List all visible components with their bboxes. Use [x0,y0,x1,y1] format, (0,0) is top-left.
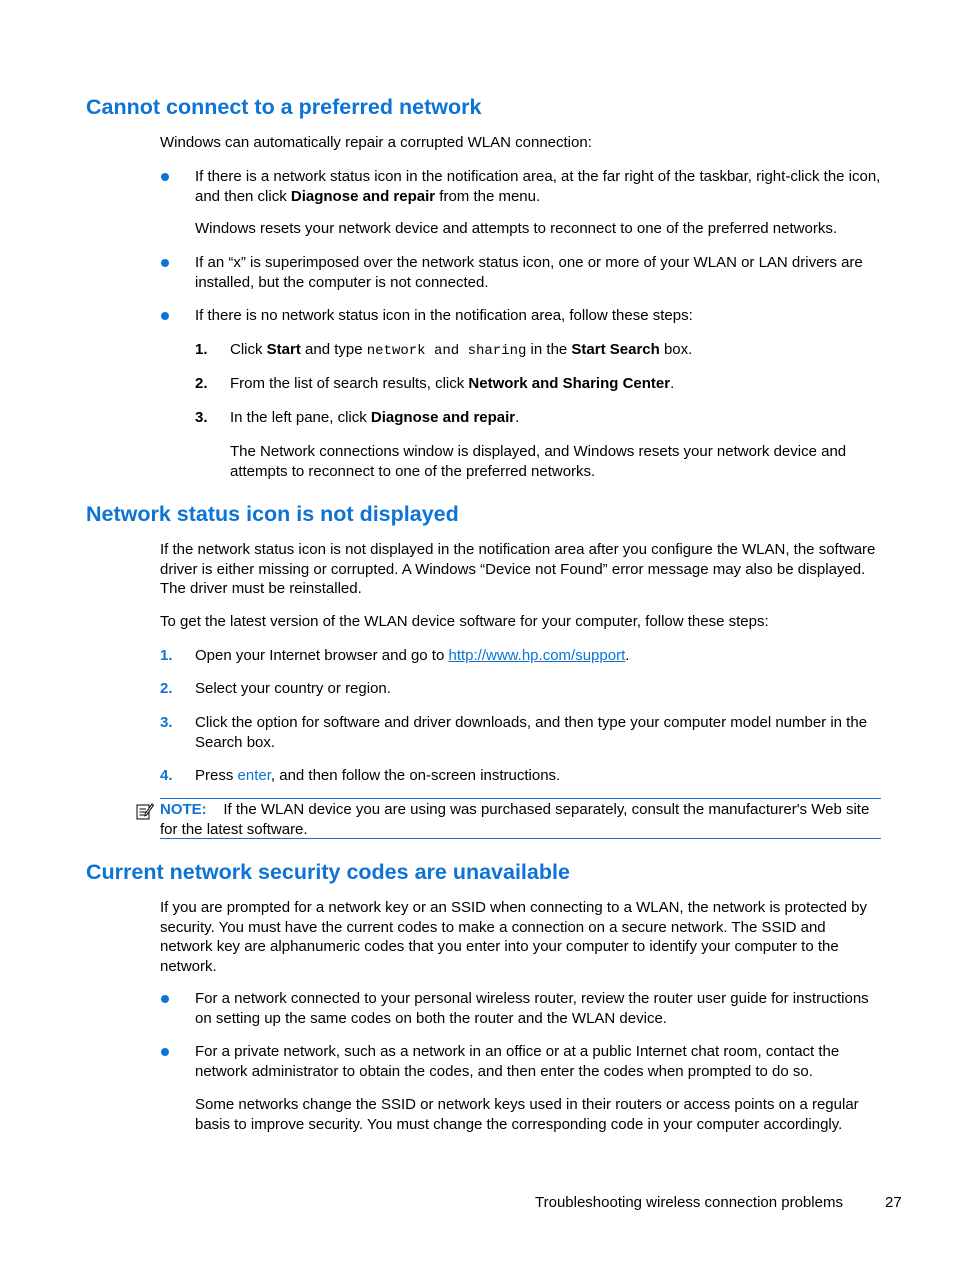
paragraph: If you are prompted for a network key or an SSID when connecting to a WLAN, the network is protected by security. You must have the current codes to make a connection on a secure network. The SSID and network key are alphanumeric codes that you enter into your computer to identify your computer to the network. [160,899,868,975]
bullet-icon [161,1048,169,1056]
page-number: 27 [885,1194,902,1211]
bullet-icon [161,995,169,1003]
note-icon [136,802,154,820]
step-number: 3. [160,714,173,731]
step-text: Click Start and type network and sharing in the Start Search box. [230,341,693,359]
step-number: 2. [160,680,173,697]
bullet-icon [161,259,169,267]
paragraph: The Network connections window is displayed, and Windows resets your network device and attempts to reconnect to one of the preferred networks. [230,443,847,480]
enter-key: enter [237,767,271,784]
list-item: For a network connected to your personal wireless router, review the router user guide for instructions on setting up the same codes on both the router and the WLAN device. [195,990,869,1027]
step-number: 1. [160,647,173,664]
step-text: Open your Internet browser and go to http://www.hp.com/support. [195,647,630,664]
step-number: 3. [195,409,208,426]
section-heading-preferred-network: Cannot connect to a preferred network [86,95,482,119]
step-number: 1. [195,341,208,358]
step-text: Click the option for software and driver downloads, and then type your computer model number in the Search box. [195,714,868,751]
paragraph: If the network status icon is not displayed in the notification area after you configure the WLAN, the software driver is either missing or corrupted. A Windows “Device not Found” error message may also be displayed. The driver must be reinstalled. [160,541,876,597]
paragraph: To get the latest version of the WLAN device software for your computer, follow these steps: [160,613,769,630]
step-text: Select your country or region. [195,680,391,697]
note-rule-top [160,798,881,799]
footer-title: Troubleshooting wireless connection problems [535,1194,843,1211]
step-number: 2. [195,375,208,392]
list-item: If there is no network status icon in the notification area, follow these steps: [195,307,693,324]
note-text: NOTE: If the WLAN device you are using was purchased separately, consult the manufacturer's Web site for the latest software. [160,801,870,838]
step-text: Press enter, and then follow the on-screen instructions. [195,767,561,784]
paragraph: Windows resets your network device and attempts to reconnect to one of the preferred networks. [195,220,837,237]
bullet-icon [161,312,169,320]
list-item: If there is a network status icon in the notification area, at the far right of the taskbar, right-click the icon, and then click Diagnose and repair from the menu. [195,168,881,205]
list-item: For a private network, such as a network in an office or at a public Internet chat room, contact the network administrator to obtain the codes, and then enter the codes when prompted to do so. [195,1043,840,1080]
section-heading-status-icon: Network status icon is not displayed [86,502,459,526]
step-text: In the left pane, click Diagnose and repair. [230,409,520,426]
step-text: From the list of search results, click Network and Sharing Center. [230,375,675,392]
list-item: If an “x” is superimposed over the network status icon, one or more of your WLAN or LAN drivers are installed, but the computer is not connected. [195,254,863,291]
bullet-icon [161,173,169,181]
hp-support-link[interactable]: http://www.hp.com/support [448,647,626,664]
step-number: 4. [160,767,173,784]
note-rule-bottom [160,838,881,839]
paragraph: Windows can automatically repair a corrupted WLAN connection: [160,134,592,151]
paragraph: Some networks change the SSID or network keys used in their routers or access points on a regular basis to improve security. You must change the corresponding code in your computer accordingly. [195,1096,859,1133]
section-heading-security-codes: Current network security codes are unavailable [86,860,570,884]
